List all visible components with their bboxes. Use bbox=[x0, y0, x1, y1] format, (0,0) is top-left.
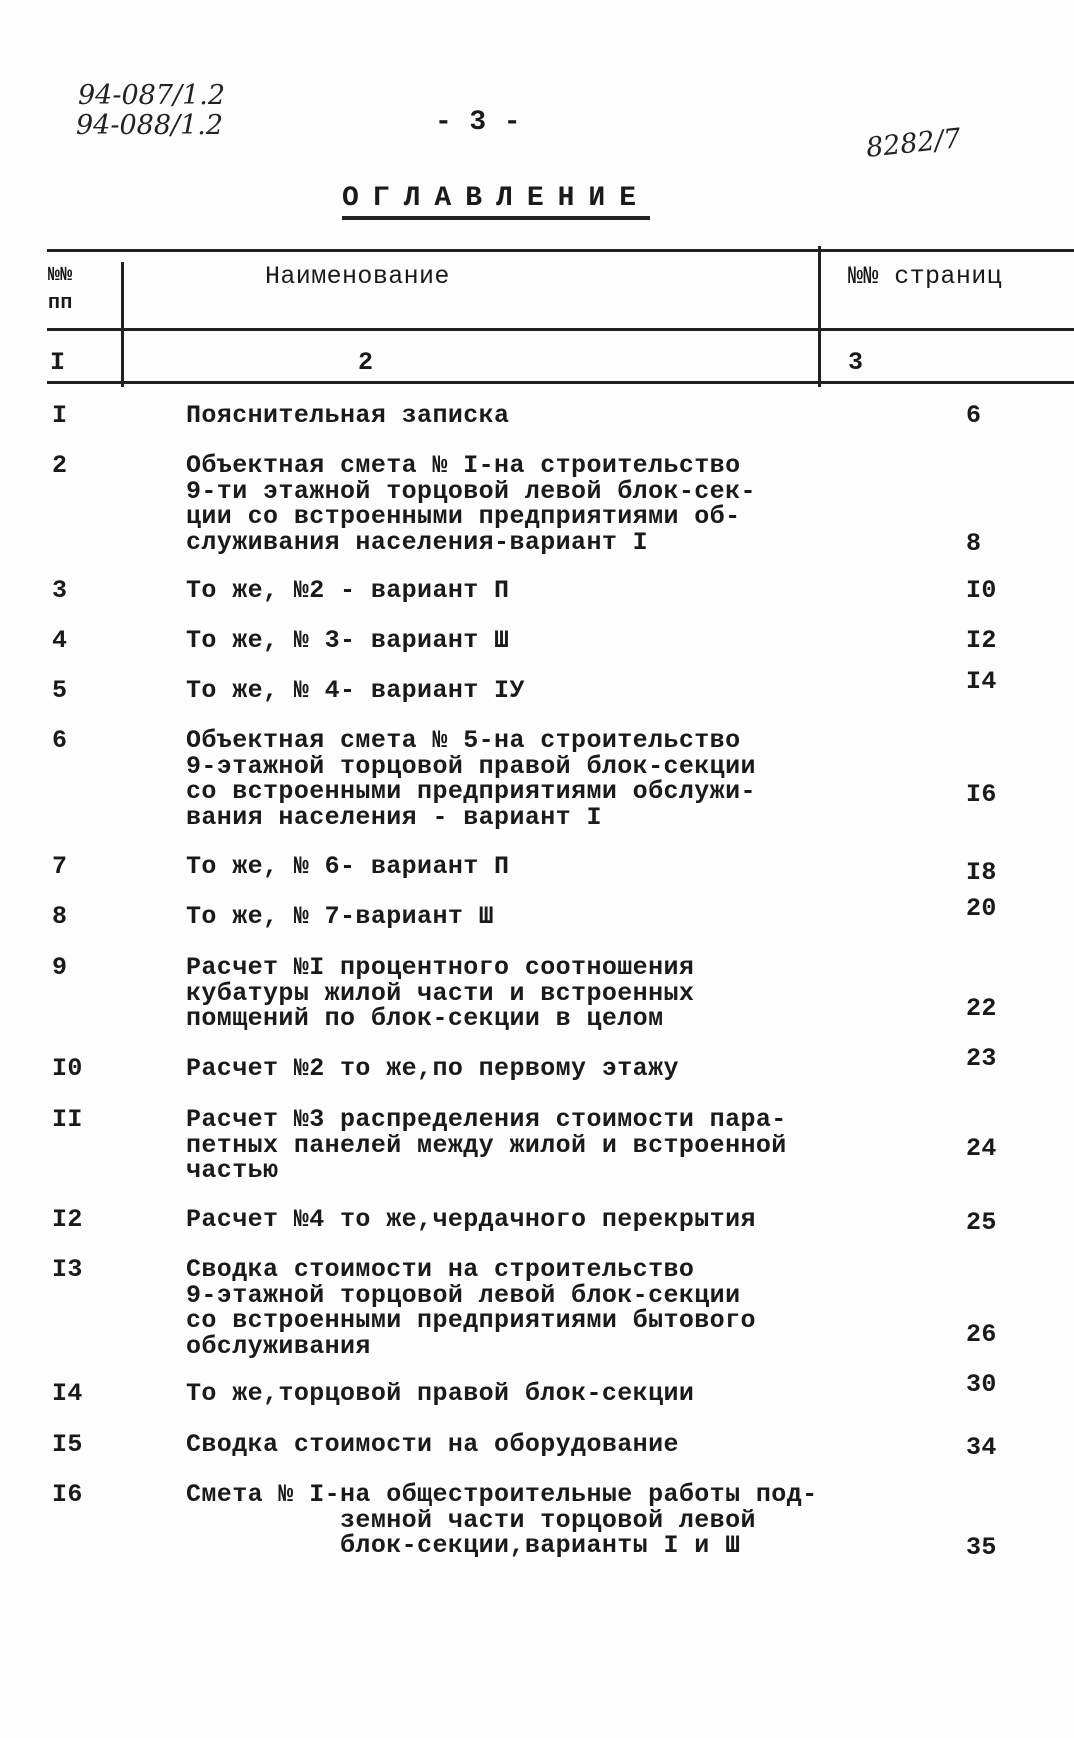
row-title: То же, № 3- вариант Ш bbox=[186, 626, 510, 655]
row-number: 6 bbox=[52, 726, 68, 755]
row-title: Расчет №I процентного соотношения кубатуры жилой части и встроенных помщений по блок-секции в целом bbox=[186, 953, 695, 1033]
row-page: 22 bbox=[966, 994, 997, 1023]
row-page: 6 bbox=[966, 401, 982, 430]
row-page: 8 bbox=[966, 529, 982, 558]
row-page: 24 bbox=[966, 1134, 997, 1163]
row-number: II bbox=[52, 1105, 83, 1134]
row-title: Смета № I-на общестроительные работы под- земной части торцовой левой блок-секции,варианты I и Ш bbox=[186, 1480, 818, 1560]
colnum-3: 3 bbox=[848, 348, 864, 377]
row-page: 23 bbox=[966, 1044, 997, 1073]
doc-code-1: 94-087/1.2 bbox=[78, 80, 226, 111]
row-number: 2 bbox=[52, 451, 68, 480]
row-number: 8 bbox=[52, 902, 68, 931]
colnum-2: 2 bbox=[358, 348, 374, 377]
row-number: I4 bbox=[52, 1379, 83, 1408]
page-title: ОГЛАВЛЕНИЕ bbox=[342, 183, 650, 220]
row-title: То же, № 6- вариант П bbox=[186, 852, 510, 881]
row-page: I6 bbox=[966, 780, 997, 809]
row-number: I0 bbox=[52, 1054, 83, 1083]
header-name: Наименование bbox=[265, 262, 450, 291]
header-pages: №№ страниц bbox=[848, 262, 1003, 291]
header-num: №№ пп bbox=[48, 264, 73, 315]
row-title: Расчет №3 распределения стоимости пара- петных панелей между жилой и встроенной частью bbox=[186, 1105, 787, 1185]
row-title: Сводка стоимости на строительство 9-этажной торцовой левой блок-секции со встроенными предприятиями бытового обслуживания bbox=[186, 1255, 756, 1361]
row-page: I0 bbox=[966, 576, 997, 605]
row-title: То же, № 4- вариант IУ bbox=[186, 676, 525, 705]
row-title: То же, №2 - вариант П bbox=[186, 576, 510, 605]
row-title: То же,торцовой правой блок-секции bbox=[186, 1379, 695, 1408]
row-number: 9 bbox=[52, 953, 68, 982]
row-number: I bbox=[52, 401, 68, 430]
row-title: Пояснительная записка bbox=[186, 401, 510, 430]
column-divider-2 bbox=[818, 246, 821, 387]
row-page: 34 bbox=[966, 1433, 997, 1462]
row-page: 26 bbox=[966, 1320, 997, 1349]
row-number: I2 bbox=[52, 1205, 83, 1234]
table-top-rule bbox=[47, 249, 1074, 252]
row-page: I8 bbox=[966, 858, 997, 887]
row-title: То же, № 7-вариант Ш bbox=[186, 902, 495, 931]
header-bottom-rule bbox=[47, 328, 1074, 331]
row-page: 25 bbox=[966, 1208, 997, 1237]
row-page: I4 bbox=[966, 667, 997, 696]
doc-code-2: 94-088/1.2 bbox=[76, 110, 224, 141]
row-title: Расчет №2 то же,по первому этажу bbox=[186, 1054, 679, 1083]
row-title: Объектная смета № 5-на строительство 9-этажной торцовой правой блок-секции со встроенными предприятиями обслужи- вания населения - вариант I bbox=[186, 726, 756, 832]
column-divider-1 bbox=[121, 262, 124, 387]
row-number: 3 bbox=[52, 576, 68, 605]
archive-number: 8282/7 bbox=[864, 123, 963, 164]
row-page: 20 bbox=[966, 894, 997, 923]
colnum-1: I bbox=[50, 348, 66, 377]
page-number: - 3 - bbox=[435, 107, 522, 138]
row-title: Расчет №4 то же,чердачного перекрытия bbox=[186, 1205, 756, 1234]
row-page: 30 bbox=[966, 1370, 997, 1399]
row-number: 5 bbox=[52, 676, 68, 705]
row-number: I6 bbox=[52, 1480, 83, 1509]
row-title: Сводка стоимости на оборудование bbox=[186, 1430, 679, 1459]
row-number: 7 bbox=[52, 852, 68, 881]
row-number: I5 bbox=[52, 1430, 83, 1459]
colnum-bottom-rule bbox=[47, 381, 1074, 384]
row-number: I3 bbox=[52, 1255, 83, 1284]
row-page: I2 bbox=[966, 626, 997, 655]
row-number: 4 bbox=[52, 626, 68, 655]
row-title: Объектная смета № I-на строительство 9-ти этажной торцовой левой блок-сек- ции со встроенными предприятиями об- служивания населения-вариант I bbox=[186, 451, 756, 557]
row-page: 35 bbox=[966, 1533, 997, 1562]
